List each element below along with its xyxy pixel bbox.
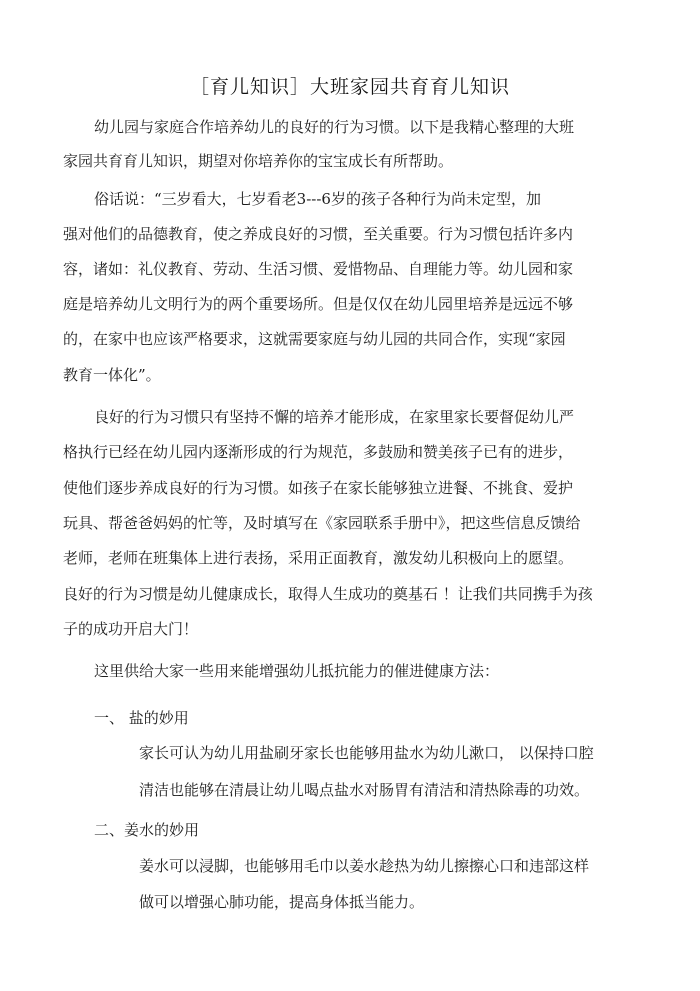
paragraph-2-line-1: 俗话说：“三岁看大，七岁看老3---6岁的孩子各种行为尚未定型，加 [94,190,541,208]
paragraph-1-line-1: 幼儿园与家庭合作培养幼儿的良好的行为习惯。以下是我精心整理的大班 [94,118,575,136]
paragraph-3-line-4: 玩具、帮爸爸妈妈的忙等，及时填写在《家园联系手册中》，把这些信息反馈给 [63,514,581,532]
paragraph-3-line-1: 良好的行为习惯只有坚持不懈的培养才能形成，在家里家长要督促幼儿严 [94,408,575,426]
paragraph-2-line-2: 强对他们的品德教育，使之养成良好的习惯，至关重要。行为习惯包括许多内 [63,225,574,243]
section-1-line-2: 清洁也能够在清晨让幼儿喝点盐水对肠胃有清洁和清热除毒的功效。 [139,781,590,799]
paragraph-3-line-2: 格执行已经在幼儿园内逐渐形成的行为规范，多鼓励和赞美孩子已有的进步， [63,443,574,461]
paragraph-3-line-7: 子的成功开启大门！ [63,620,199,638]
paragraph-2-line-6: 教育一体化”。 [63,366,161,384]
section-2-heading: 二、姜水的妙用 [94,821,200,839]
section-2-line-2: 做可以增强心肺功能，提高身体抵当能力。 [139,893,425,911]
section-1-heading: 一、 盐的妙用 [94,709,189,727]
paragraph-2-line-3: 容，诸如：礼仪教育、劳动、生活习惯、爱惜物品、自理能力等。幼儿园和家 [63,260,574,278]
paragraph-3-line-3: 使他们逐步养成良好的行为习惯。如孩子在家长能够独立进餐、不挑食、爱护 [63,479,574,497]
section-1-line-1: 家长可认为幼儿用盐刷牙家长也能够用盐水为幼儿漱口， 以保持口腔 [139,744,594,762]
paragraph-4-line-1: 这里供给大家一些用来能增强幼儿抵抗能力的催进健康方法： [94,662,500,680]
paragraph-3-line-5: 老师，老师在班集体上进行表扬，采用正面教育，激发幼儿积极向上的愿望。 [63,549,574,567]
paragraph-2-line-5: 的，在家中也应该严格要求，这就需要家庭与幼儿园的共同合作，实现“家园 [63,330,566,348]
page-title: ［育儿知识］大班家园共育育儿知识 [189,76,510,98]
paragraph-3-line-6: 良好的行为习惯是幼儿健康成长，取得人生成功的奠基石 ！让我们共同携手为孩 [63,585,593,603]
section-2-line-1: 姜水可以浸脚，也能够用毛巾以姜水趁热为幼儿擦擦心口和违部这样 [139,857,590,875]
paragraph-2-line-4: 庭是培养幼儿文明行为的两个重要场所。但是仅仅在幼儿园里培养是远远不够 [63,295,574,313]
paragraph-1-line-2: 家园共育育儿知识，期望对你培养你的宝宝成长有所帮助。 [63,152,454,170]
